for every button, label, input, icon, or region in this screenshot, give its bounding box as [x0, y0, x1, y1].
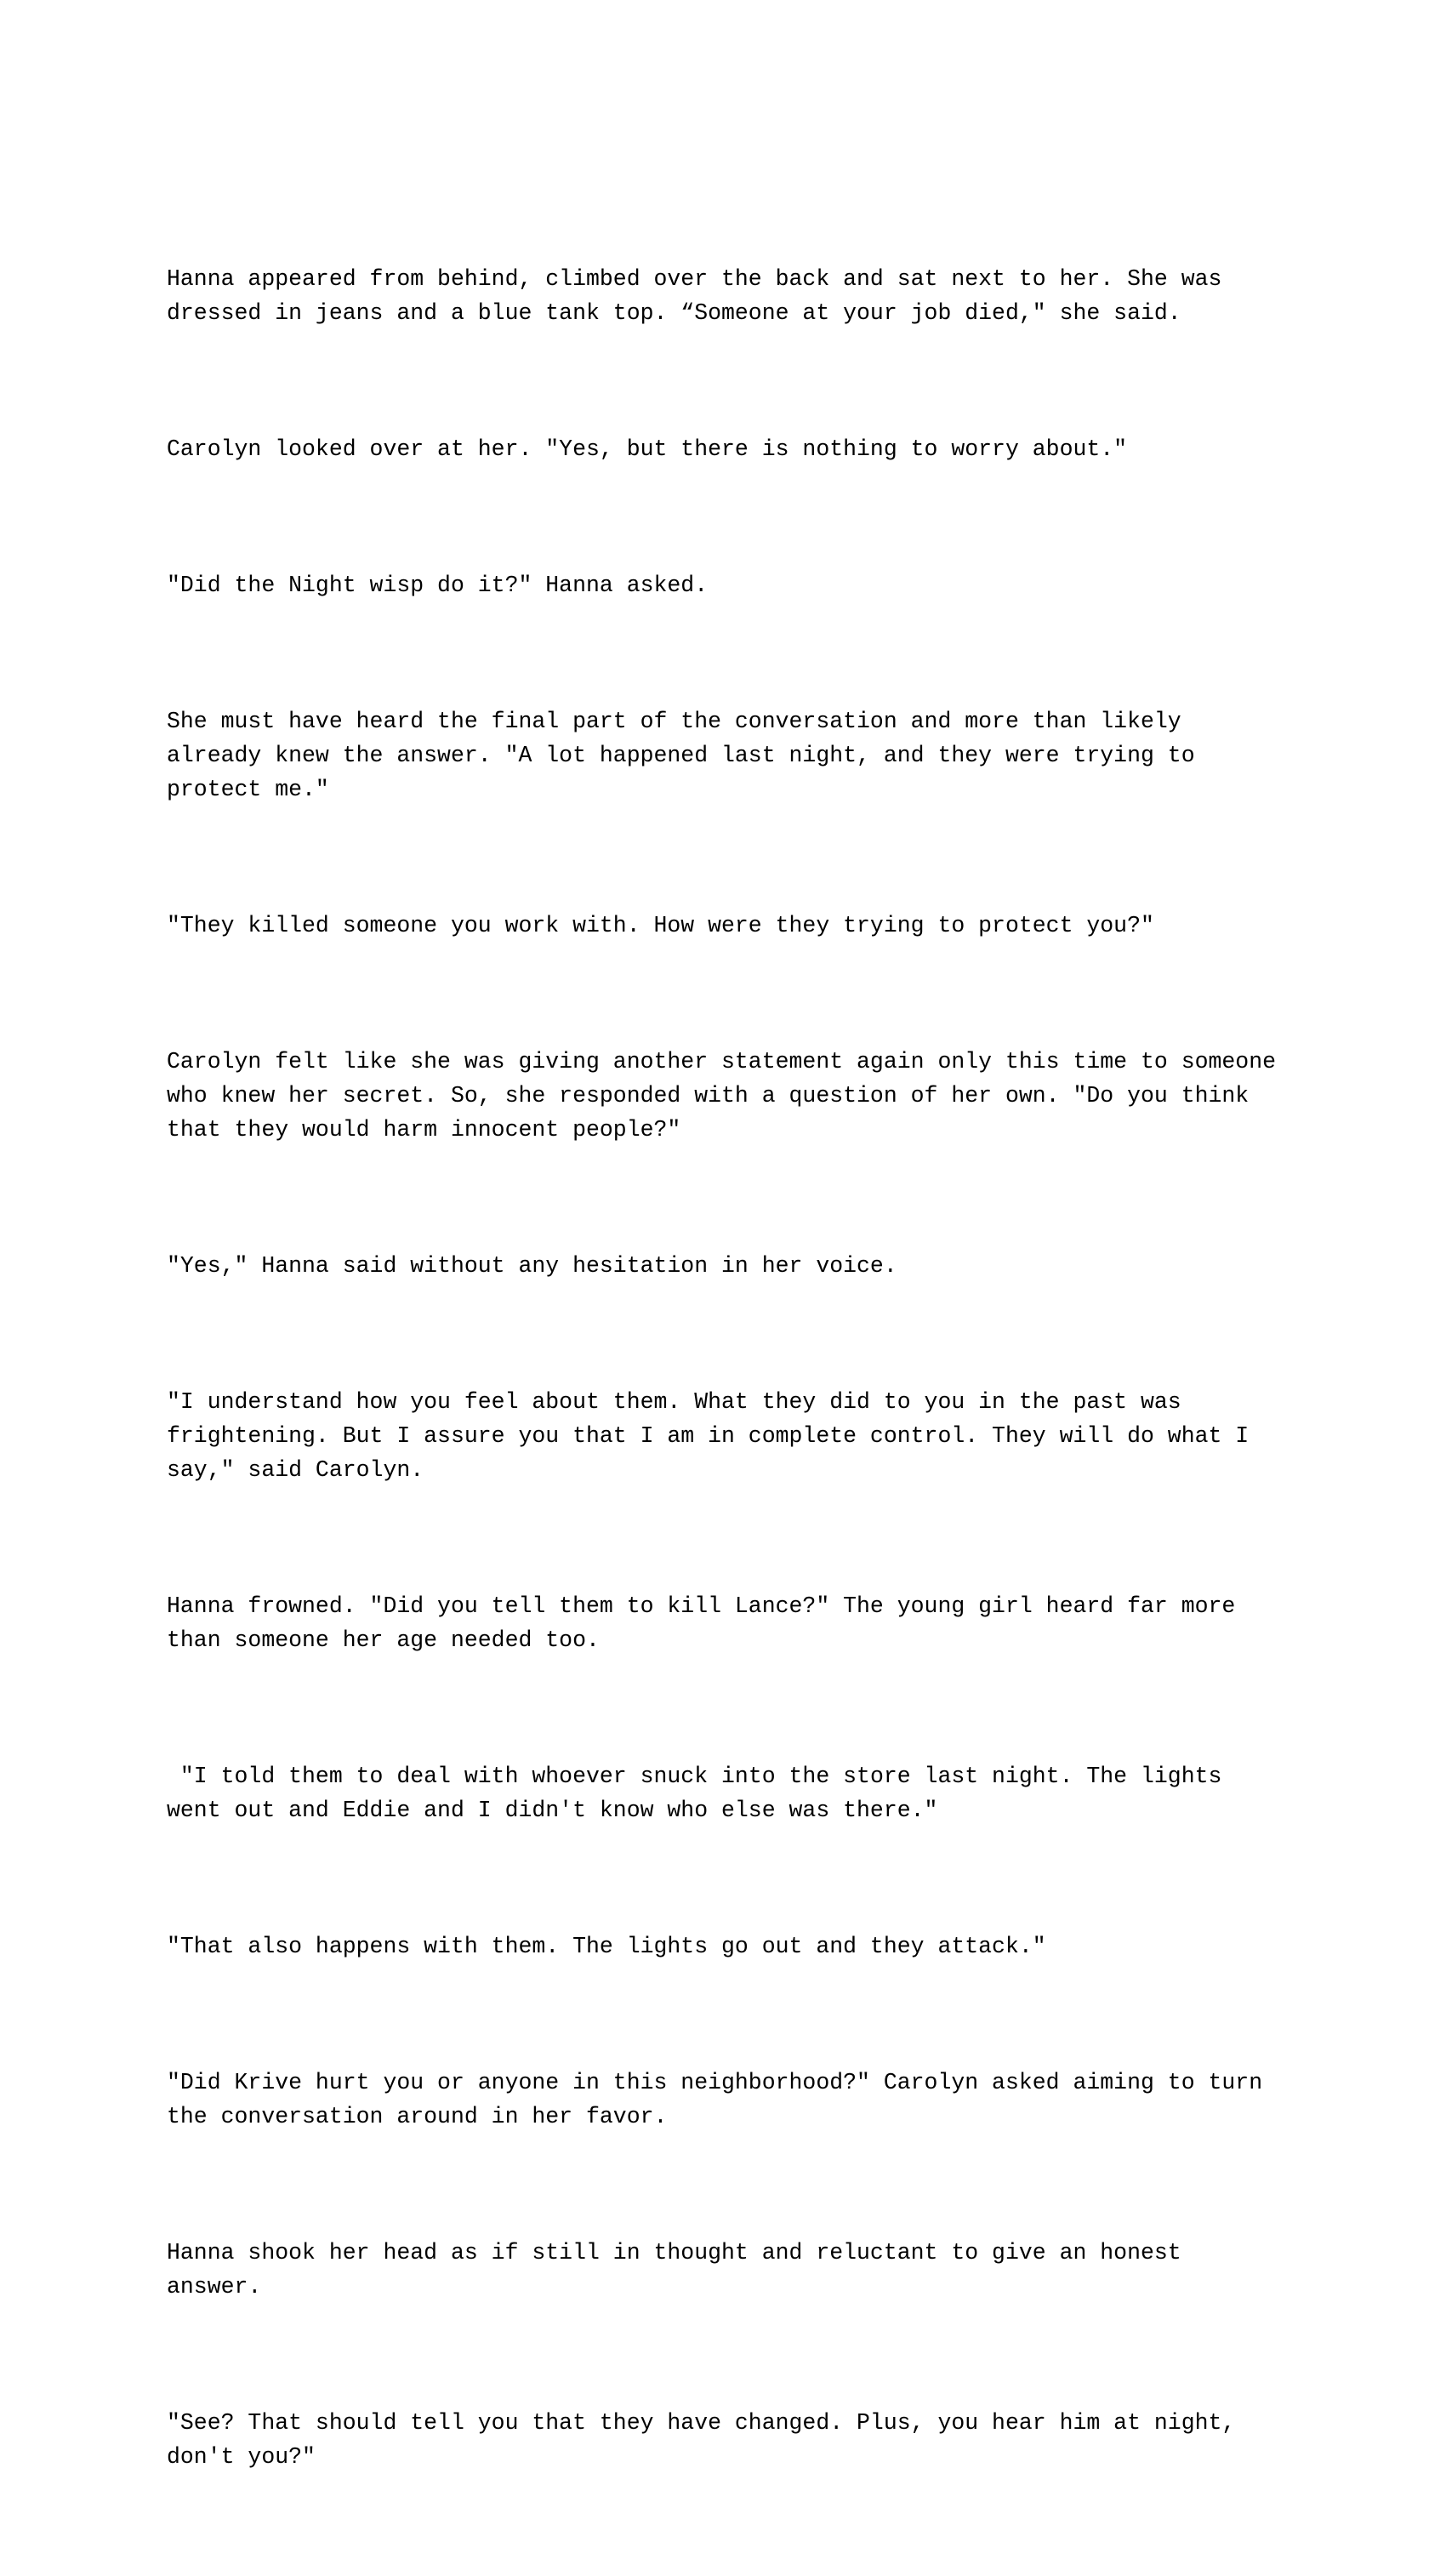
paragraph: Hanna appeared from behind, climbed over the back and sat next to her. She was dressed in jeans and a blue tank top. “Someone at your job died," she said.	[167, 266, 1236, 326]
paragraph: "Did Krive hurt you or anyone in this neighborhood?" Carolyn asked aiming to turn the conversation around in her favor.	[167, 2070, 1277, 2129]
document-text-body	[167, 160, 1289, 2576]
paragraph: "Yes," Hanna said without any hesitation in her voice.	[167, 1253, 897, 1279]
paragraph: Hanna shook her head as if still in thought and reluctant to give an honest answer.	[167, 2240, 1195, 2300]
paragraph: Carolyn looked over at her. "Yes, but there is nothing to worry about."	[167, 436, 1128, 462]
paragraph: "Did the Night wisp do it?" Hanna asked.	[167, 573, 709, 598]
paragraph: "I told them to deal with whoever snuck into the store last night. The lights went out and Eddie and I didn't know who else was there."	[167, 1764, 1236, 1823]
paragraph: "See? That should tell you that they have changed. Plus, you hear him at night, don't you?"	[167, 2410, 1250, 2470]
paragraph: "That also happens with them. The lights go out and they attack."	[167, 1934, 1046, 1959]
paragraph: Carolyn felt like she was giving another statement again only this time to someone who knew her secret. So, she responded with a question of her own. "Do you think that they would harm innocent people?"	[167, 1049, 1289, 1143]
paragraph: She must have heard the final part of the conversation and more than likely already knew the answer. "A lot happened last night, and they were trying to protect me."	[167, 709, 1209, 802]
paragraph: "They killed someone you work with. How were they trying to protect you?"	[167, 913, 1154, 938]
paragraph: "I understand how you feel about them. What they did to you in the past was frightening. But I assure you that I am in complete control. They will do what I say," said Carolyn.	[167, 1389, 1263, 1483]
paragraph: Hanna frowned. "Did you tell them to kill Lance?" The young girl heard far more than someone her age needed too.	[167, 1593, 1250, 1653]
